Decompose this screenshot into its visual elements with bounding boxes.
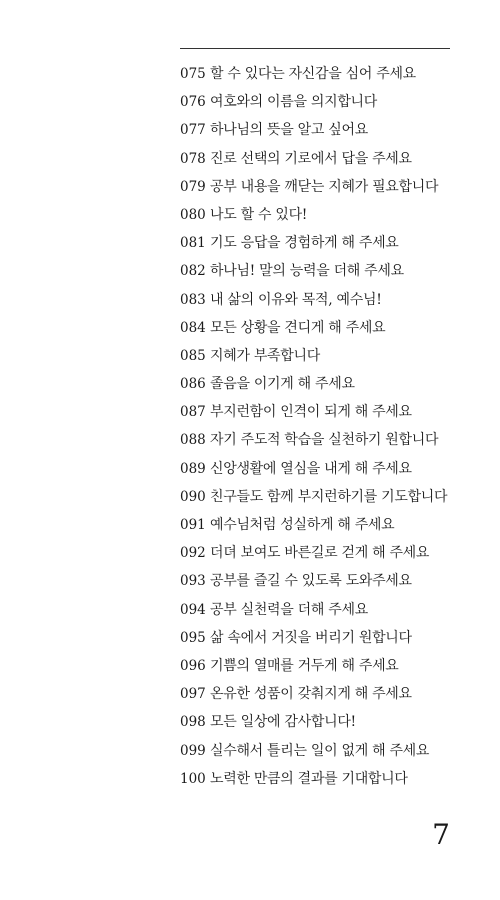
toc-item: [180, 596, 480, 624]
toc-item-title: 지혜가 부족합니다: [210, 347, 320, 364]
toc-item: [180, 286, 480, 314]
toc-item-number: 095: [180, 629, 206, 646]
toc-item-title: 나도 할 수 있다!: [210, 206, 308, 223]
toc-item-number: 099: [180, 742, 206, 759]
toc-item: [180, 708, 480, 736]
toc-item-number: 093: [180, 573, 206, 590]
page-number: 7: [432, 818, 450, 851]
toc-item: [180, 229, 480, 257]
toc-item-title: 기쁨의 열매를 거두게 해 주세요: [210, 657, 399, 674]
toc-item-number: 075: [180, 66, 206, 82]
toc-item-title: 실수해서 틀리는 일이 없게 해 주세요: [210, 742, 430, 759]
toc-item: [180, 624, 480, 652]
toc-item-title: 친구들도 함께 부지런하기를 기도합니다: [210, 488, 448, 505]
toc-item-title: 여호와의 이름을 의지합니다: [210, 94, 377, 111]
toc-item: [180, 370, 480, 398]
toc-item-title: 진로 선택의 기로에서 답을 주세요: [210, 150, 412, 167]
toc-item-number: 079: [180, 178, 206, 195]
toc-item-number: 076: [180, 94, 206, 111]
toc-item: [180, 737, 480, 765]
toc-item-number: 083: [180, 291, 206, 308]
toc-item-title: 신앙생활에 열심을 내게 해 주세요: [210, 460, 412, 477]
toc-item-number: 078: [180, 150, 206, 167]
toc-item: [180, 314, 480, 342]
toc-item-number: 092: [180, 545, 206, 562]
toc-item-number: 091: [180, 517, 206, 533]
toc-item-title: 하나님의 뜻을 알고 싶어요: [210, 122, 368, 139]
toc-item: [180, 765, 480, 793]
toc-item-number: 096: [180, 657, 206, 674]
toc-item-title: 삶 속에서 거짓을 버리기 원합니다: [210, 629, 412, 646]
table-of-contents: [180, 60, 480, 793]
toc-item: [180, 201, 480, 229]
toc-item-title: 부지런함이 인격이 되게 해 주세요: [210, 404, 412, 421]
toc-item-title: 하나님! 말의 능력을 더해 주세요: [210, 263, 404, 280]
toc-item-number: 081: [180, 235, 206, 252]
toc-item: [180, 342, 480, 370]
toc-item-number: 097: [180, 686, 206, 703]
toc-item-title: 기도 응답을 경험하게 해 주세요: [210, 235, 399, 252]
toc-item: [180, 145, 480, 173]
toc-item-number: 094: [180, 601, 206, 618]
toc-item-number: 077: [180, 122, 206, 139]
toc-item: [180, 652, 480, 680]
toc-item: [180, 116, 480, 144]
toc-item-number: 084: [180, 319, 206, 336]
toc-item-number: 085: [180, 347, 206, 364]
toc-item: [180, 88, 480, 116]
toc-item-number: 087: [180, 404, 206, 421]
toc-item: [180, 511, 480, 539]
toc-item-title: 모든 일상에 감사합니다!: [210, 714, 356, 731]
toc-item-title: 할 수 있다는 자신감을 심어 주세요: [210, 66, 416, 82]
toc-item-number: 080: [180, 206, 206, 223]
toc-item: [180, 680, 480, 708]
top-divider: [180, 48, 450, 49]
toc-item-number: 082: [180, 263, 206, 280]
toc-item: [180, 567, 480, 595]
toc-item: [180, 173, 480, 201]
toc-item: [180, 483, 480, 511]
toc-item-title: 예수님처럼 성실하게 해 주세요: [210, 517, 395, 533]
toc-item: [180, 60, 480, 88]
toc-item-title: 공부 내용을 깨닫는 지혜가 필요합니다: [210, 178, 439, 195]
toc-item-title: 내 삶의 이유와 목적, 예수님!: [210, 291, 382, 308]
toc-item-title: 공부를 즐길 수 있도록 도와주세요: [210, 573, 412, 590]
toc-item-title: 모든 상황을 견디게 해 주세요: [210, 319, 386, 336]
toc-item-number: 100: [180, 770, 206, 787]
toc-item-title: 자기 주도적 학습을 실천하기 원합니다: [210, 432, 439, 449]
toc-item-number: 088: [180, 432, 206, 449]
toc-item: [180, 398, 480, 426]
toc-item-number: 090: [180, 488, 206, 505]
toc-item-title: 더뎌 보여도 바른길로 걷게 해 주세요: [210, 545, 430, 562]
toc-item-title: 공부 실천력을 더해 주세요: [210, 601, 368, 618]
toc-item: [180, 539, 480, 567]
toc-item-title: 노력한 만큼의 결과를 기대합니다: [210, 770, 408, 787]
toc-item: [180, 257, 480, 285]
toc-item-number: 089: [180, 460, 206, 477]
toc-item-title: 졸음을 이기게 해 주세요: [210, 376, 355, 393]
toc-item-number: 086: [180, 376, 206, 393]
toc-item-number: 098: [180, 714, 206, 731]
toc-item: [180, 455, 480, 483]
toc-item: [180, 426, 480, 454]
toc-item-title: 온유한 성품이 갖춰지게 해 주세요: [210, 686, 412, 703]
